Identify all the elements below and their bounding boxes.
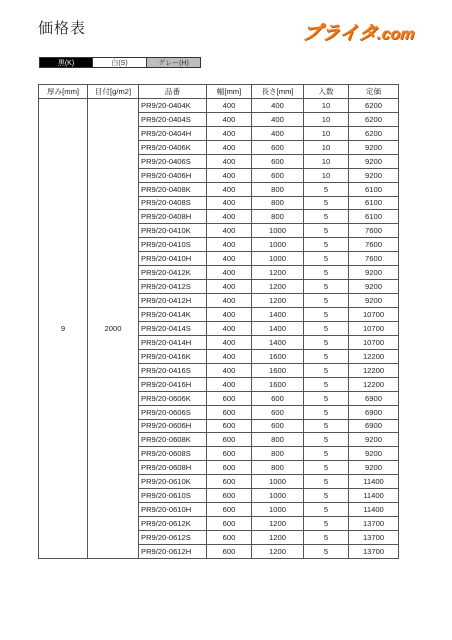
cell-price: 13700 bbox=[349, 517, 399, 531]
cell-price: 11400 bbox=[349, 489, 399, 503]
cell-width: 600 bbox=[207, 447, 252, 461]
cell-part-number: PR9/20-0406H bbox=[139, 168, 207, 182]
cell-quantity: 5 bbox=[304, 531, 349, 545]
cell-quantity: 5 bbox=[304, 182, 349, 196]
cell-part-number: PR9/20-0416K bbox=[139, 349, 207, 363]
cell-quantity: 5 bbox=[304, 280, 349, 294]
cell-part-number: PR9/20-0612K bbox=[139, 517, 207, 531]
cell-width: 400 bbox=[207, 140, 252, 154]
cell-length: 1000 bbox=[252, 224, 304, 238]
cell-price: 12200 bbox=[349, 377, 399, 391]
cell-price: 6100 bbox=[349, 196, 399, 210]
cell-part-number: PR9/20-0610H bbox=[139, 503, 207, 517]
cell-width: 600 bbox=[207, 517, 252, 531]
cell-width: 600 bbox=[207, 544, 252, 558]
cell-length: 1600 bbox=[252, 349, 304, 363]
cell-price: 7600 bbox=[349, 252, 399, 266]
cell-width: 600 bbox=[207, 433, 252, 447]
cell-quantity: 5 bbox=[304, 405, 349, 419]
cell-part-number: PR9/20-0410S bbox=[139, 238, 207, 252]
cell-length: 1000 bbox=[252, 475, 304, 489]
cell-part-number: PR9/20-0606S bbox=[139, 405, 207, 419]
logo-text: プライタ bbox=[300, 23, 379, 44]
cell-part-number: PR9/20-0416S bbox=[139, 363, 207, 377]
cell-part-number: PR9/20-0610S bbox=[139, 489, 207, 503]
cell-length: 600 bbox=[252, 140, 304, 154]
cell-width: 400 bbox=[207, 280, 252, 294]
cell-price: 9200 bbox=[349, 461, 399, 475]
cell-quantity: 10 bbox=[304, 98, 349, 112]
cell-price: 10700 bbox=[349, 335, 399, 349]
cell-length: 1400 bbox=[252, 335, 304, 349]
cell-width: 400 bbox=[207, 98, 252, 112]
table-header-row bbox=[39, 85, 399, 99]
cell-price: 7600 bbox=[349, 238, 399, 252]
cell-quantity: 5 bbox=[304, 349, 349, 363]
cell-width: 400 bbox=[207, 349, 252, 363]
cell-part-number: PR9/20-0610K bbox=[139, 475, 207, 489]
cell-width: 400 bbox=[207, 154, 252, 168]
cell-length: 600 bbox=[252, 391, 304, 405]
cell-price: 9200 bbox=[349, 294, 399, 308]
cell-length: 1200 bbox=[252, 531, 304, 545]
cell-part-number: PR9/20-0412H bbox=[139, 294, 207, 308]
cell-quantity: 5 bbox=[304, 252, 349, 266]
cell-weight: 2000 bbox=[88, 98, 139, 558]
color-legend bbox=[39, 57, 201, 68]
cell-quantity: 5 bbox=[304, 447, 349, 461]
cell-quantity: 5 bbox=[304, 544, 349, 558]
cell-part-number: PR9/20-0406S bbox=[139, 154, 207, 168]
cell-length: 1400 bbox=[252, 308, 304, 322]
header-length: 長さ[mm] bbox=[252, 85, 304, 99]
cell-quantity: 5 bbox=[304, 294, 349, 308]
cell-width: 400 bbox=[207, 210, 252, 224]
cell-price: 12200 bbox=[349, 349, 399, 363]
cell-part-number: PR9/20-0608K bbox=[139, 433, 207, 447]
legend-black: 黒(K) bbox=[39, 57, 93, 68]
header-weight: 目付[g/m2] bbox=[88, 85, 139, 99]
cell-width: 400 bbox=[207, 266, 252, 280]
cell-length: 1400 bbox=[252, 321, 304, 335]
legend-white: 白(S) bbox=[93, 57, 147, 68]
cell-length: 1000 bbox=[252, 252, 304, 266]
cell-thickness: 9 bbox=[39, 98, 88, 558]
cell-quantity: 10 bbox=[304, 112, 349, 126]
cell-quantity: 10 bbox=[304, 140, 349, 154]
cell-part-number: PR9/20-0404S bbox=[139, 112, 207, 126]
cell-length: 800 bbox=[252, 461, 304, 475]
cell-part-number: PR9/20-0608S bbox=[139, 447, 207, 461]
cell-quantity: 5 bbox=[304, 266, 349, 280]
cell-length: 800 bbox=[252, 196, 304, 210]
cell-price: 9200 bbox=[349, 280, 399, 294]
page-title: 価格表 bbox=[38, 20, 87, 37]
cell-length: 1000 bbox=[252, 489, 304, 503]
cell-quantity: 5 bbox=[304, 238, 349, 252]
cell-price: 9200 bbox=[349, 140, 399, 154]
cell-price: 6100 bbox=[349, 210, 399, 224]
cell-quantity: 5 bbox=[304, 321, 349, 335]
cell-quantity: 5 bbox=[304, 335, 349, 349]
cell-quantity: 5 bbox=[304, 475, 349, 489]
cell-length: 400 bbox=[252, 112, 304, 126]
cell-width: 600 bbox=[207, 405, 252, 419]
cell-length: 600 bbox=[252, 168, 304, 182]
cell-width: 600 bbox=[207, 475, 252, 489]
cell-length: 600 bbox=[252, 405, 304, 419]
cell-width: 400 bbox=[207, 238, 252, 252]
cell-quantity: 5 bbox=[304, 489, 349, 503]
cell-price: 6200 bbox=[349, 98, 399, 112]
cell-price: 13700 bbox=[349, 544, 399, 558]
cell-price: 10700 bbox=[349, 321, 399, 335]
cell-length: 800 bbox=[252, 182, 304, 196]
cell-part-number: PR9/20-0410H bbox=[139, 252, 207, 266]
cell-quantity: 5 bbox=[304, 517, 349, 531]
cell-quantity: 5 bbox=[304, 419, 349, 433]
cell-part-number: PR9/20-0410K bbox=[139, 224, 207, 238]
cell-quantity: 5 bbox=[304, 461, 349, 475]
cell-price: 6200 bbox=[349, 112, 399, 126]
header-width: 幅[mm] bbox=[207, 85, 252, 99]
cell-width: 400 bbox=[207, 182, 252, 196]
cell-part-number: PR9/20-0412K bbox=[139, 266, 207, 280]
cell-length: 800 bbox=[252, 210, 304, 224]
cell-price: 9200 bbox=[349, 168, 399, 182]
cell-width: 400 bbox=[207, 377, 252, 391]
cell-part-number: PR9/20-0408H bbox=[139, 210, 207, 224]
cell-length: 1200 bbox=[252, 544, 304, 558]
cell-quantity: 5 bbox=[304, 391, 349, 405]
cell-part-number: PR9/20-0414S bbox=[139, 321, 207, 335]
cell-quantity: 5 bbox=[304, 210, 349, 224]
cell-price: 9200 bbox=[349, 266, 399, 280]
cell-width: 600 bbox=[207, 461, 252, 475]
cell-part-number: PR9/20-0606K bbox=[139, 391, 207, 405]
table-body bbox=[39, 98, 399, 558]
cell-part-number: PR9/20-0414K bbox=[139, 308, 207, 322]
cell-quantity: 5 bbox=[304, 196, 349, 210]
cell-quantity: 10 bbox=[304, 168, 349, 182]
cell-width: 400 bbox=[207, 252, 252, 266]
cell-part-number: PR9/20-0404K bbox=[139, 98, 207, 112]
cell-part-number: PR9/20-0414H bbox=[139, 335, 207, 349]
cell-price: 9200 bbox=[349, 433, 399, 447]
cell-price: 11400 bbox=[349, 475, 399, 489]
brand-logo bbox=[301, 18, 417, 45]
cell-part-number: PR9/20-0612H bbox=[139, 544, 207, 558]
cell-width: 600 bbox=[207, 391, 252, 405]
cell-length: 1200 bbox=[252, 294, 304, 308]
cell-width: 400 bbox=[207, 294, 252, 308]
cell-quantity: 5 bbox=[304, 363, 349, 377]
cell-quantity: 10 bbox=[304, 126, 349, 140]
cell-quantity: 5 bbox=[304, 377, 349, 391]
cell-part-number: PR9/20-0408S bbox=[139, 196, 207, 210]
cell-price: 7600 bbox=[349, 224, 399, 238]
cell-width: 600 bbox=[207, 503, 252, 517]
cell-width: 600 bbox=[207, 531, 252, 545]
cell-quantity: 5 bbox=[304, 503, 349, 517]
cell-width: 400 bbox=[207, 363, 252, 377]
cell-part-number: PR9/20-0412S bbox=[139, 280, 207, 294]
cell-length: 400 bbox=[252, 126, 304, 140]
cell-price: 12200 bbox=[349, 363, 399, 377]
price-table bbox=[38, 84, 399, 559]
cell-length: 600 bbox=[252, 419, 304, 433]
logo-domain: .com bbox=[376, 26, 416, 43]
legend-gray: グレー(H) bbox=[147, 57, 201, 68]
table-row bbox=[39, 98, 399, 112]
cell-length: 800 bbox=[252, 433, 304, 447]
cell-width: 400 bbox=[207, 321, 252, 335]
cell-quantity: 5 bbox=[304, 433, 349, 447]
cell-quantity: 5 bbox=[304, 308, 349, 322]
cell-width: 400 bbox=[207, 308, 252, 322]
cell-length: 1200 bbox=[252, 517, 304, 531]
cell-price: 10700 bbox=[349, 308, 399, 322]
cell-price: 6200 bbox=[349, 126, 399, 140]
cell-width: 400 bbox=[207, 196, 252, 210]
header-thickness: 厚み[mm] bbox=[39, 85, 88, 99]
cell-part-number: PR9/20-0608H bbox=[139, 461, 207, 475]
cell-width: 400 bbox=[207, 335, 252, 349]
header-price: 定価 bbox=[349, 85, 399, 99]
cell-length: 1600 bbox=[252, 363, 304, 377]
cell-part-number: PR9/20-0404H bbox=[139, 126, 207, 140]
cell-width: 600 bbox=[207, 419, 252, 433]
cell-length: 1000 bbox=[252, 238, 304, 252]
cell-width: 600 bbox=[207, 489, 252, 503]
cell-part-number: PR9/20-0408K bbox=[139, 182, 207, 196]
cell-price: 6100 bbox=[349, 182, 399, 196]
cell-length: 1200 bbox=[252, 266, 304, 280]
header-part-number: 品番 bbox=[139, 85, 207, 99]
cell-price: 6900 bbox=[349, 419, 399, 433]
cell-price: 6900 bbox=[349, 405, 399, 419]
cell-length: 400 bbox=[252, 98, 304, 112]
cell-price: 9200 bbox=[349, 154, 399, 168]
cell-quantity: 5 bbox=[304, 224, 349, 238]
cell-part-number: PR9/20-0612S bbox=[139, 531, 207, 545]
cell-length: 600 bbox=[252, 154, 304, 168]
header-quantity: 入数 bbox=[304, 85, 349, 99]
cell-width: 400 bbox=[207, 224, 252, 238]
cell-width: 400 bbox=[207, 112, 252, 126]
cell-quantity: 10 bbox=[304, 154, 349, 168]
cell-length: 1600 bbox=[252, 377, 304, 391]
cell-price: 6900 bbox=[349, 391, 399, 405]
cell-length: 1000 bbox=[252, 503, 304, 517]
cell-price: 9200 bbox=[349, 447, 399, 461]
cell-width: 400 bbox=[207, 126, 252, 140]
cell-length: 1200 bbox=[252, 280, 304, 294]
cell-part-number: PR9/20-0416H bbox=[139, 377, 207, 391]
cell-price: 11400 bbox=[349, 503, 399, 517]
cell-part-number: PR9/20-0606H bbox=[139, 419, 207, 433]
cell-width: 400 bbox=[207, 168, 252, 182]
cell-price: 13700 bbox=[349, 531, 399, 545]
cell-length: 800 bbox=[252, 447, 304, 461]
cell-part-number: PR9/20-0406K bbox=[139, 140, 207, 154]
